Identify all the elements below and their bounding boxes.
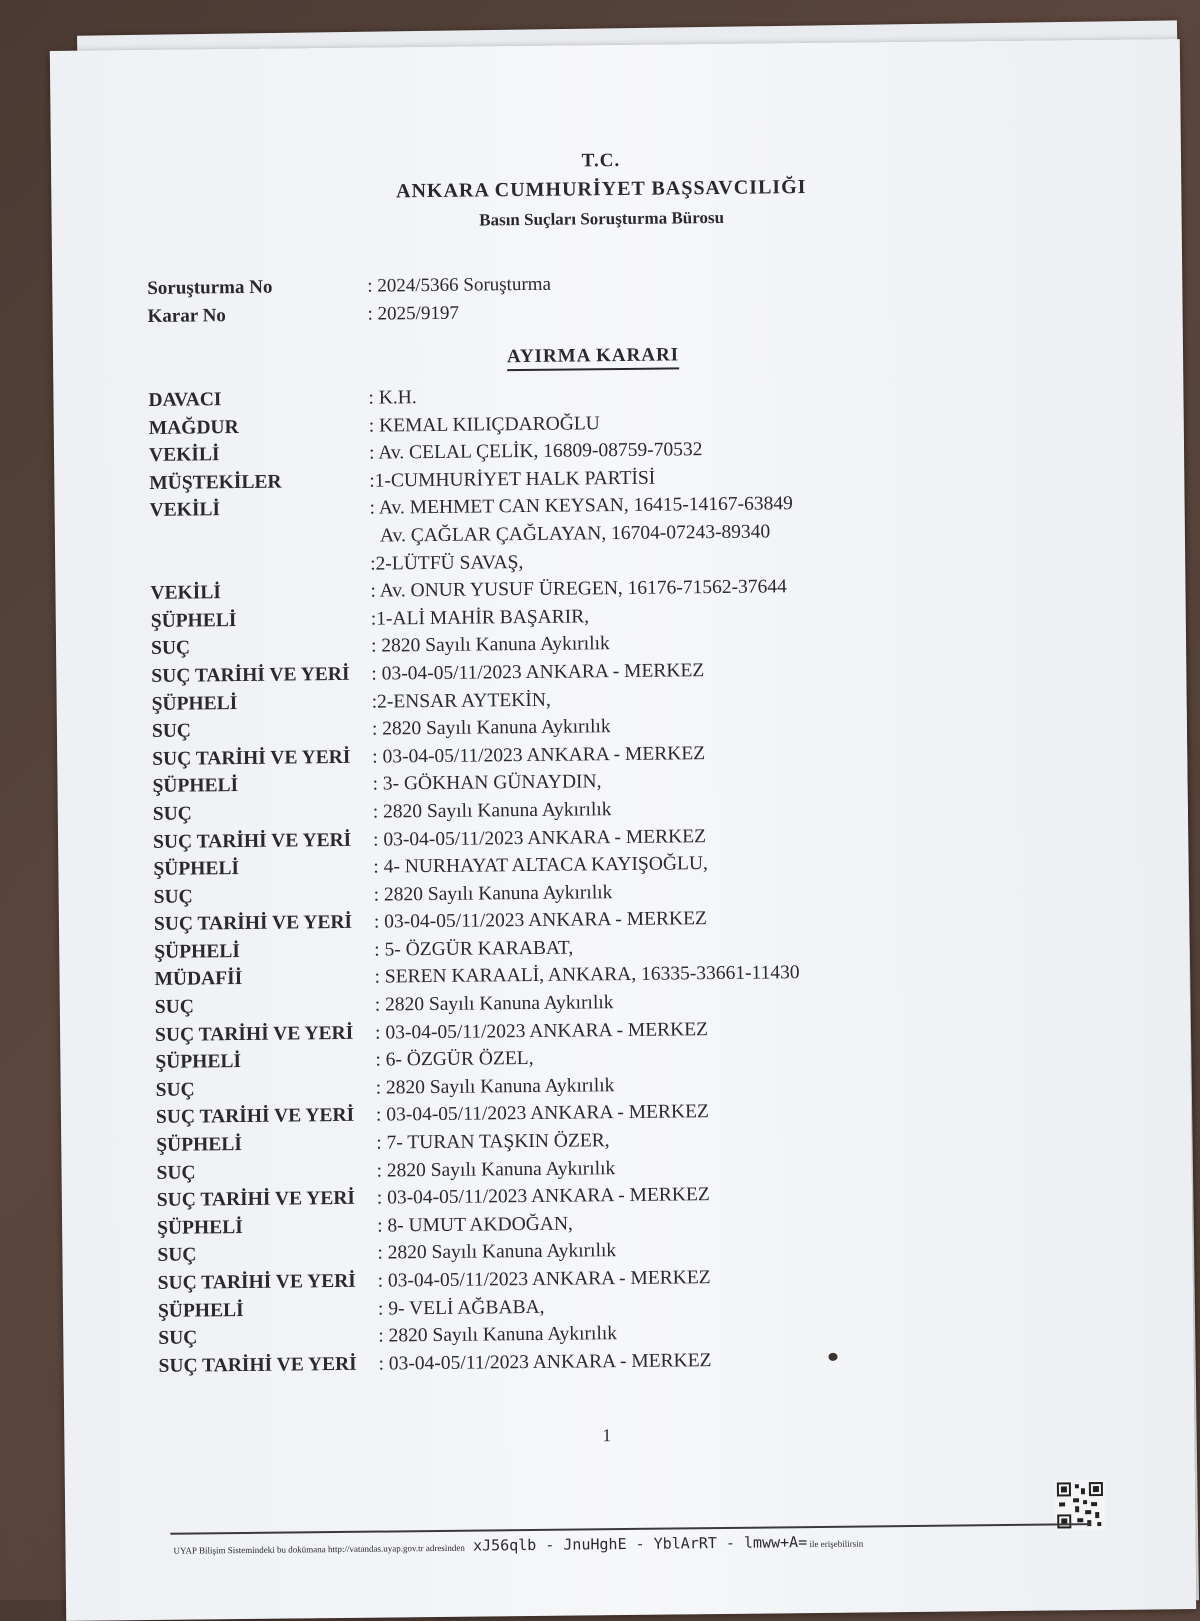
party-row-label [150, 569, 370, 571]
party-row-value: : 03-04-05/11/2023 ANKARA - MERKEZ [378, 1349, 712, 1375]
party-row-value: : 03-04-05/11/2023 ANKARA - MERKEZ [376, 1184, 710, 1209]
party-row-label: SUÇ TARİHİ VE YERİ [153, 912, 353, 936]
party-row-value: : 2820 Sayılı Kanuna Aykırılık [370, 633, 610, 657]
party-row-label: ŞÜPHELİ [155, 1051, 242, 1074]
party-row-label: SUÇ TARİHİ VE YERİ [152, 829, 352, 853]
party-row-label: SUÇ [152, 803, 192, 825]
header-bureau: Basın Suçları Soruşturma Bürosu [479, 207, 725, 230]
footer-text: UYAP Bilişim Sistemindeki bu dokümana http://vatandas.uyap.gov.tr adresinden [173, 1542, 465, 1556]
party-row-label: ŞÜPHELİ [151, 692, 238, 715]
party-row-label: SUÇ [150, 637, 191, 660]
party-row-value: : 2820 Sayılı Kanuna Aykırılık [372, 799, 612, 823]
party-row-value: : 03-04-05/11/2023 ANKARA - MERKEZ [371, 660, 705, 685]
party-row-value: :1-CUMHURİYET HALK PARTİSİ [369, 467, 656, 492]
party-row-label: ŞÜPHELİ [152, 775, 239, 798]
party-row-value: : 2820 Sayılı Kanuna Aykırılık [377, 1240, 617, 1265]
party-row-value: : 2820 Sayılı Kanuna Aykırılık [371, 716, 611, 740]
document-title [53, 340, 1133, 373]
party-row-value: : Av. ONUR YUSUF ÜREGEN, 16176-71562-37644 [370, 576, 787, 602]
party-row-label: SUÇ [154, 996, 194, 1018]
party-row-value: :2-ENSAR AYTEKİN, [371, 689, 551, 713]
party-row-label [150, 542, 370, 544]
decision-number-row [147, 302, 551, 334]
party-row-label: SUÇ TARİHİ VE YERİ [157, 1270, 356, 1294]
party-row-value: : Av. MEHMET CAN KEYSAN, 16415-14167-63849 [369, 493, 793, 520]
party-row-label: MÜŞTEKİLER [149, 471, 282, 494]
party-row-value: : 2820 Sayılı Kanuna Aykırılık [375, 1074, 615, 1099]
party-row-label: DAVACI [148, 389, 222, 411]
decision-number-value: : 2025/9197 [367, 302, 460, 325]
party-row-label: ŞÜPHELİ [150, 609, 237, 632]
party-row-value: : 03-04-05/11/2023 ANKARA - MERKEZ [377, 1267, 711, 1292]
party-row-value: : Av. CELAL ÇELİK, 16809-08759-70532 [368, 439, 703, 464]
party-row-label: ŞÜPHELİ [153, 858, 240, 881]
party-row-label: SUÇ TARİHİ VE YERİ [158, 1353, 357, 1377]
party-row-value: : 3- GÖKHAN GÜNAYDIN, [372, 771, 602, 795]
party-row-value: : 03-04-05/11/2023 ANKARA - MERKEZ [373, 908, 707, 933]
document-page [50, 39, 1196, 1621]
party-row-value: : 03-04-05/11/2023 ANKARA - MERKEZ [375, 1101, 710, 1127]
footer-verification [173, 1530, 1093, 1558]
party-row-value: : 03-04-05/11/2023 ANKARA - MERKEZ [372, 825, 707, 851]
party-row-value: : 9- VELİ AĞBABA, [377, 1296, 545, 1320]
party-row-label: SUÇ [153, 886, 193, 908]
party-row-label: VEKİLİ [150, 582, 222, 605]
investigation-number-label: Soruşturma No [147, 276, 273, 299]
party-row-label: ŞÜPHELİ [156, 1134, 242, 1156]
party-row-value: : 6- ÖZGÜR ÖZEL, [375, 1048, 534, 1071]
party-row-label: SUÇ TARİHİ VE YERİ [156, 1188, 356, 1212]
party-row-value: : KEMAL KILIÇDAROĞLU [368, 412, 600, 437]
party-row-value: : K.H. [368, 387, 417, 409]
party-row-label: SUÇ TARİHİ VE YERİ [155, 1022, 354, 1046]
party-row-label: MÜDAFİİ [154, 968, 243, 991]
party-row-value: :1-ALİ MAHİR BAŞARIR, [370, 606, 590, 630]
party-row-label: ŞÜPHELİ [157, 1216, 243, 1239]
party-row-value: : 2820 Sayılı Kanuna Aykırılık [374, 992, 614, 1016]
ink-speck [828, 1353, 837, 1361]
party-row-label: SUÇ [151, 720, 192, 743]
party-row-value: : 2820 Sayılı Kanuna Aykırılık [373, 881, 613, 906]
party-row-value: Av. ÇAĞLAR ÇAĞLAYAN, 16704-07243-89340 [379, 521, 771, 547]
footer-tail: ile erişebilirsin [809, 1538, 864, 1550]
party-row-value: : 03-04-05/11/2023 ANKARA - MERKEZ [372, 742, 706, 768]
decision-number-label: Karar No [147, 305, 226, 327]
party-row-label: SUÇ TARİHİ VE YERİ [151, 663, 350, 687]
party-row-label: SUÇ [156, 1162, 196, 1184]
header-office: ANKARA CUMHURİYET BAŞSAVCILIĞI [395, 176, 807, 203]
party-row-label: VEKİLİ [149, 499, 221, 522]
party-row-label: SUÇ TARİHİ VE YERİ [155, 1105, 355, 1129]
verification-code: xJ56qlb - JnuHghE - YblArRT - lmww+A= [472, 1533, 808, 1555]
party-row-value: : 2820 Sayılı Kanuna Aykırılık [378, 1323, 618, 1347]
party-row-label: VEKİLİ [148, 444, 220, 467]
party-row-value: : 4- NURHAYAT ALTACA KAYIŞOĞLU, [373, 853, 708, 878]
party-row-label: SUÇ TARİHİ VE YERİ [152, 746, 351, 770]
party-row-value: : 2820 Sayılı Kanuna Aykırılık [376, 1157, 616, 1182]
party-row-label: SUÇ [157, 1244, 197, 1267]
party-row-value: : SEREN KARAALİ, ANKARA, 16335-33661-11430 [374, 962, 800, 989]
party-row-value: : 8- UMUT AKDOĞAN, [377, 1213, 573, 1237]
party-row-label: SUÇ [158, 1327, 198, 1350]
investigation-number-value: : 2024/5366 Soruşturma [367, 273, 552, 297]
party-row-label: SUÇ [155, 1079, 195, 1101]
party-row-label: MAĞDUR [148, 416, 239, 439]
party-row-label: ŞÜPHELİ [154, 940, 240, 963]
investigation-number-row [147, 274, 551, 306]
party-row-value: : 03-04-05/11/2023 ANKARA - MERKEZ [374, 1018, 709, 1044]
party-row-value: :2-LÜTFÜ SAVAŞ, [370, 551, 524, 575]
parties-list [148, 381, 1058, 1384]
case-meta [147, 274, 551, 334]
page-number: 1 [602, 1425, 612, 1446]
header-tc: T.C. [581, 149, 621, 172]
document-title-text: AYIRMA KARARI [507, 344, 679, 371]
party-row-label: ŞÜPHELİ [157, 1299, 244, 1322]
party-row-value: : 5- ÖZGÜR KARABAT, [374, 937, 574, 961]
document-header [51, 144, 1152, 235]
party-row-value: : 7- TURAN TAŞKIN ÖZER, [376, 1130, 610, 1154]
